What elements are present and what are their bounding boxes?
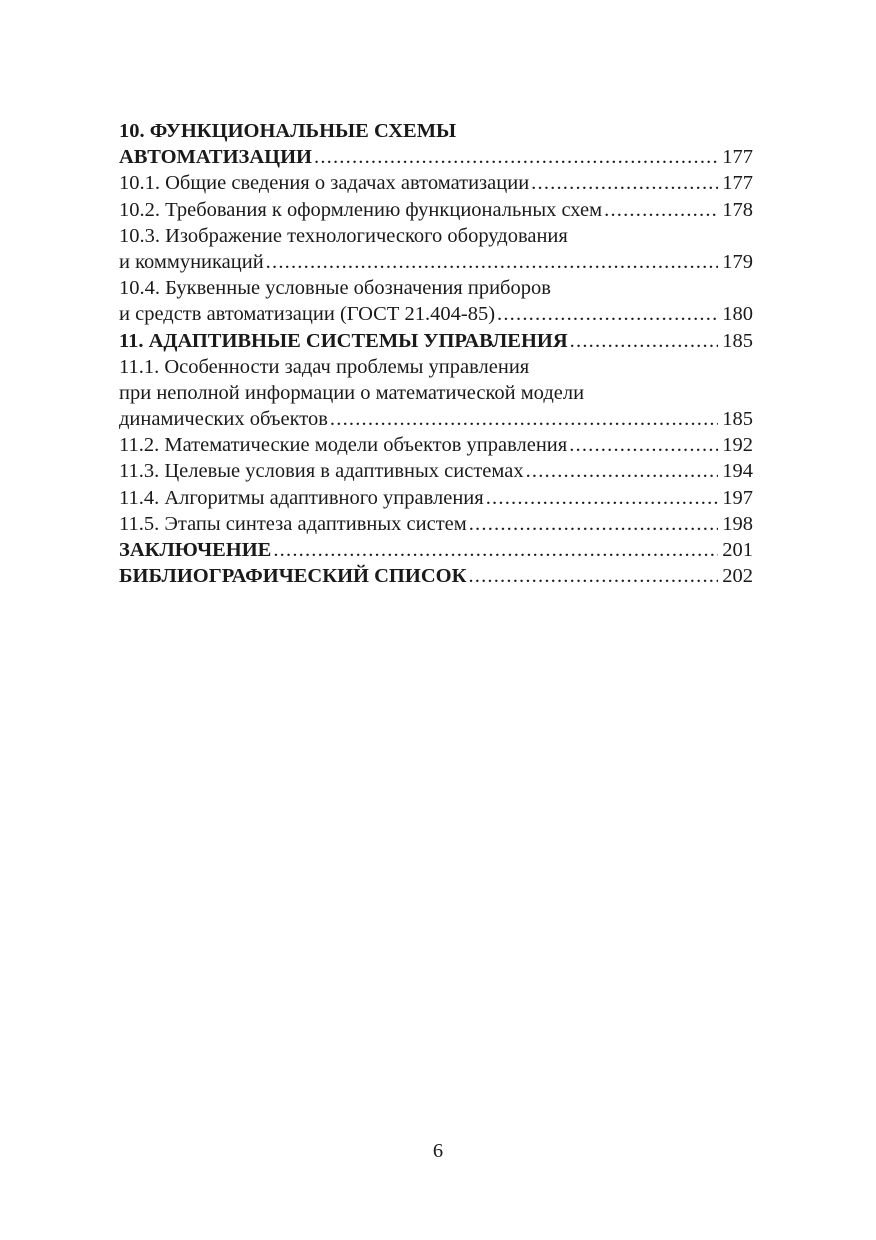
toc-line-0 — [119, 118, 753, 144]
toc-line-17 — [119, 563, 753, 589]
toc-entry-text: 10. ФУНКЦИОНАЛЬНЫЕ СХЕМЫ — [119, 120, 457, 142]
toc-leader-dots — [531, 170, 718, 196]
toc-page-number: 178 — [722, 198, 753, 221]
toc-line-12 — [119, 432, 753, 458]
toc-entry-text: динамических объектов — [119, 408, 328, 431]
toc-page-number: 198 — [722, 512, 753, 535]
toc-entry-text: при неполной информации о математической модели — [119, 381, 585, 404]
toc-entry-text: БИБЛИОГРАФИЧЕСКИЙ СПИСОК — [119, 565, 467, 588]
toc-leader-dots — [273, 537, 718, 563]
toc-entry-text: и средств автоматизации (ГОСТ 21.404-85) — [119, 303, 496, 326]
toc-page-number: 185 — [722, 408, 753, 431]
toc-leader-dots — [497, 301, 718, 327]
toc-leader-dots — [486, 485, 719, 511]
toc-leader-dots — [569, 432, 718, 458]
table-of-contents — [119, 118, 753, 589]
toc-leader-dots — [468, 563, 718, 589]
toc-line-3 — [119, 197, 753, 223]
toc-page-number: 192 — [722, 434, 753, 457]
toc-leader-dots — [469, 511, 719, 537]
toc-entry-text: 10.2. Требования к оформлению функциональных схем — [119, 198, 603, 221]
toc-leader-dots — [330, 406, 718, 432]
toc-line-5 — [119, 249, 753, 275]
toc-line-15 — [119, 511, 753, 537]
toc-line-1 — [119, 144, 753, 170]
toc-entry-text: 10.3. Изображение технологического оборудования — [119, 224, 568, 247]
page-number: 6 — [432, 1140, 444, 1162]
toc-page-number: 177 — [722, 172, 753, 195]
toc-entry-text: 11.1. Особенности задач проблемы управления — [119, 355, 530, 378]
toc-entry-text: 11. АДАПТИВНЫЕ СИСТЕМЫ УПРАВЛЕНИЯ — [119, 329, 568, 352]
toc-leader-dots — [570, 328, 719, 354]
toc-line-7 — [119, 301, 753, 327]
toc-line-2 — [119, 170, 753, 196]
toc-line-14 — [119, 485, 753, 511]
toc-entry-text: ЗАКЛЮЧЕНИЕ — [119, 539, 272, 561]
toc-page-number: 180 — [722, 303, 753, 326]
toc-entry-text: 10.4. Буквенные условные обозначения приборов — [119, 277, 551, 300]
toc-leader-dots — [266, 249, 719, 275]
toc-entry-text: 11.4. Алгоритмы адаптивного управления — [119, 486, 484, 509]
toc-page-number: 202 — [722, 565, 753, 588]
toc-line-9 — [119, 354, 753, 380]
toc-line-13 — [119, 458, 753, 484]
toc-line-8 — [119, 328, 753, 354]
toc-page-number: 185 — [722, 329, 753, 352]
toc-page-number: 179 — [722, 250, 753, 273]
toc-line-6 — [119, 275, 753, 301]
toc-entry-text: 10.1. Общие сведения о задачах автоматизации — [119, 172, 530, 195]
toc-line-16 — [119, 537, 753, 563]
toc-page-number: 201 — [722, 539, 753, 561]
toc-page-number: 177 — [722, 146, 753, 169]
toc-leader-dots — [526, 458, 719, 484]
toc-page-number: 194 — [722, 460, 753, 483]
toc-line-10 — [119, 380, 753, 406]
toc-page-number: 197 — [722, 486, 753, 509]
toc-entry-text: и коммуникаций — [119, 250, 264, 273]
toc-entry-text: АВТОМАТИЗАЦИИ — [119, 146, 312, 169]
toc-leader-dots — [604, 197, 718, 223]
toc-leader-dots — [314, 144, 718, 170]
toc-entry-text: 11.2. Математические модели объектов управления — [119, 434, 568, 457]
toc-entry-text: 11.3. Целевые условия в адаптивных системах — [119, 460, 524, 483]
toc-line-4 — [119, 223, 753, 249]
toc-entry-text: 11.5. Этапы синтеза адаптивных систем — [119, 512, 467, 535]
toc-line-11 — [119, 406, 753, 432]
